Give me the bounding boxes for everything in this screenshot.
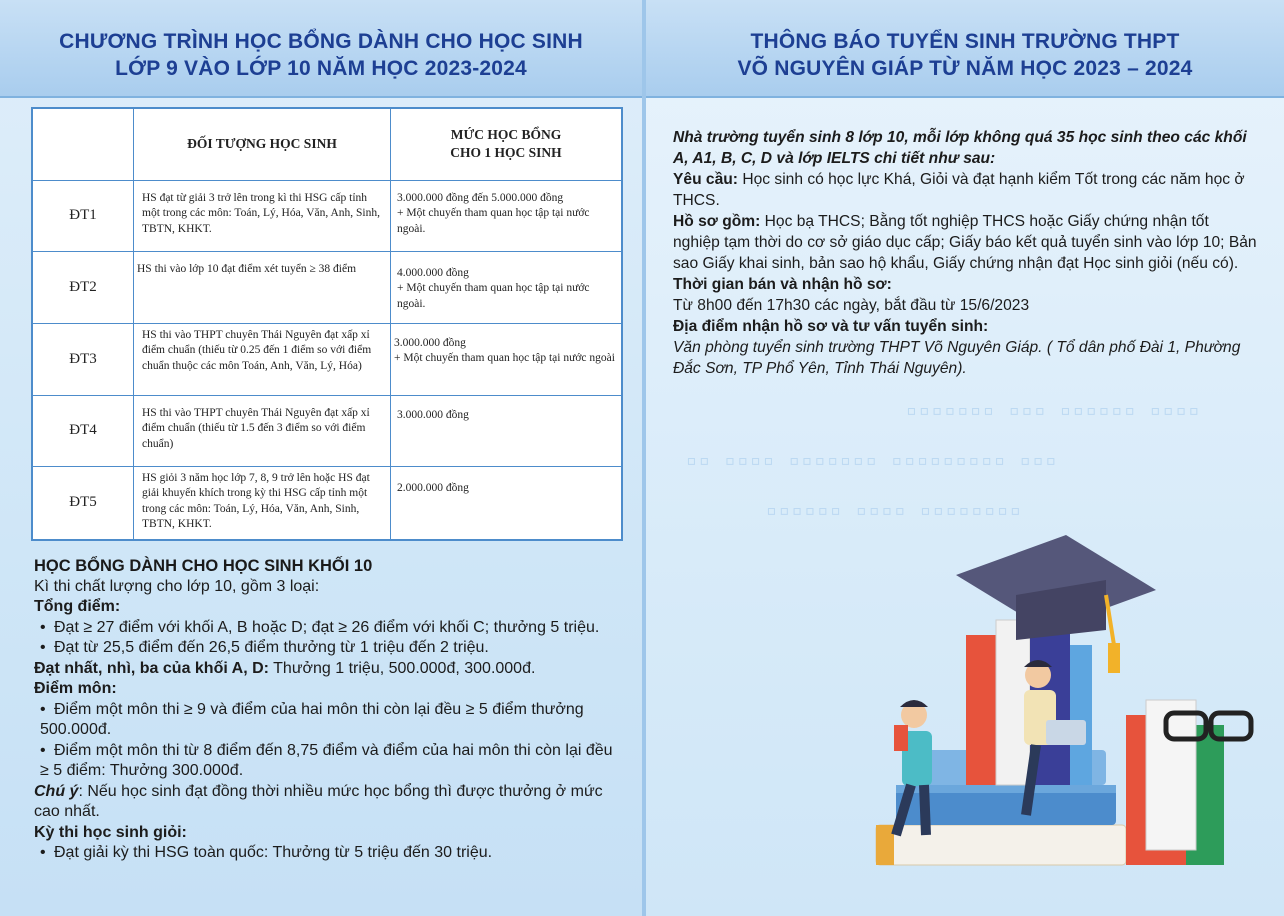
requirement-label: Yêu cầu: [673, 171, 738, 188]
row-level-amount: 2.000.000 đồng [397, 481, 469, 494]
total-score-label: Tổng điểm: [34, 598, 121, 615]
row-level-amount: 3.000.000 đồng đến 5.000.000 đồng [397, 191, 564, 204]
row-object: HS thi vào THPT chuyên Thái Nguyên đạt xấp xỉ điểm chuẩn (thiếu từ 1.5 đến 3 điểm so với điểm chuẩn) [134, 395, 391, 466]
place-text: Văn phòng tuyển sinh trường THPT Võ Nguyên Giáp. ( Tổ dân phố Đài 1, Phường Đắc Sơn, TP Phổ Yên, Tỉnh Thái Nguyên). [673, 339, 1241, 377]
row-level-extra: + Một chuyến tham quan học tập tại nước ngoài [394, 352, 615, 364]
note-text: : Nếu học sinh đạt đồng thời nhiều mức học bổng thì được thưởng ở mức cao nhất. [34, 782, 603, 820]
documents-label: Hồ sơ gồm: [673, 213, 761, 230]
dot-pattern: ▫▫▫▫▫▫ ▫▫▫▫ ▫▫▫▫▫▫▫▫ [766, 500, 1023, 521]
row-level-extra: + Một chuyến tham quan học tập tại nước ngoài. [397, 207, 590, 235]
row-code: ĐT3 [32, 323, 134, 395]
subject-bullet-1: Điểm một môn thi ≥ 9 và điểm của hai môn thi còn lại đều ≥ 5 điểm thưởng 500.000đ. [40, 700, 584, 738]
row-code: ĐT2 [32, 251, 134, 323]
right-page [646, 0, 1284, 916]
row-code: ĐT4 [32, 395, 134, 466]
row-level-amount: 3.000.000 đồng [394, 336, 466, 349]
row-object: HS thi vào THPT chuyên Thái Nguyên đạt xấp xỉ điểm chuẩn (thiếu từ 0.25 đến 1 điểm so với điểm chuẩn thuộc các môn Toán, Anh, Văn, Lý, Hóa) [134, 323, 391, 395]
header-level-line1: MỨC HỌC BỔNG [450, 127, 562, 143]
grade10-section [34, 556, 624, 864]
right-title-line1: THÔNG BÁO TUYỂN SINH TRƯỜNG THPT [750, 30, 1180, 53]
row-level [391, 251, 623, 323]
row-level-amount: 4.000.000 đồng [397, 266, 469, 279]
table-corner-cell [32, 108, 134, 180]
list-item: • Đạt giải kỳ thi HSG toàn quốc: Thưởng từ 5 triệu đến 30 triệu. [40, 844, 493, 861]
total-bullet-2: Đạt từ 25,5 điểm đến 26,5 điểm thưởng từ 1 triệu đến 2 triệu. [54, 639, 489, 656]
header-object: ĐỐI TƯỢNG HỌC SINH [134, 108, 391, 180]
time-text: Từ 8h00 đến 17h30 các ngày, bắt đầu từ 15/6/2023 [673, 297, 1030, 314]
grade10-heading: HỌC BỔNG DÀNH CHO HỌC SINH KHỐI 10 [34, 557, 373, 575]
dot-pattern: ▫▫▫▫▫▫▫ ▫▫▫ ▫▫▫▫▫▫ ▫▫▫▫ [906, 400, 1202, 421]
subject-bullet-2: Điểm một môn thi từ 8 điểm đến 8,75 điểm và điểm của hai môn thi còn lại đều ≥ 5 điểm: Thưởng 300.000đ. [40, 741, 613, 779]
row-level [391, 323, 623, 395]
right-title-line2: VÕ NGUYÊN GIÁP TỪ NĂM HỌC 2023 – 2024 [737, 57, 1193, 80]
list-item: • Đạt ≥ 27 điểm với khối A, B hoặc D; đạt ≥ 26 điểm với khối C; thưởng 5 triệu. [40, 618, 600, 636]
scholarship-table [31, 107, 623, 541]
list-item: • Điểm một môn thi từ 8 điểm đến 8,75 điểm và điểm của hai môn thi còn lại đều ≥ 5 điểm: Thưởng 300.000đ. [40, 741, 613, 779]
right-header [646, 0, 1284, 98]
row-object: HS thi vào lớp 10 đạt điểm xét tuyển ≥ 38 điểm [134, 251, 391, 323]
left-header [0, 0, 642, 98]
row-level [391, 395, 623, 466]
time-label: Thời gian bán và nhận hồ sơ: [673, 276, 892, 293]
table-row [32, 180, 622, 251]
header-level [391, 108, 623, 180]
header-level-line2: CHO 1 HỌC SINH [450, 145, 562, 161]
hsg-label: Kỳ thi học sinh giỏi: [34, 823, 187, 841]
row-level-extra: + Một chuyến tham quan học tập tại nước ngoài. [397, 282, 590, 310]
row-object: HS giỏi 3 năm học lớp 7, 8, 9 trở lên hoặc HS đạt giải khuyến khích trong kỳ thi HSG cấp tỉnh một trong các môn: Toán, Lý, Hóa, Văn, Anh, Sinh, TBTN, KHKT. [134, 466, 391, 540]
place-label: Địa điểm nhận hồ sơ và tư vấn tuyển sinh: [673, 318, 989, 335]
total-bullet-1: Đạt ≥ 27 điểm với khối A, B hoặc D; đạt ≥ 26 điểm với khối C; thưởng 5 triệu. [54, 618, 600, 636]
table-row [32, 395, 622, 466]
requirement-text: Học sinh có học lực Khá, Giỏi và đạt hạnh kiểm Tốt trong các năm học ở THCS. [673, 171, 1245, 209]
row-code: ĐT1 [32, 180, 134, 251]
table-row [32, 466, 622, 540]
dot-pattern: ▫▫ ▫▫▫▫ ▫▫▫▫▫▫▫ ▫▫▫▫▫▫▫▫▫ ▫▫▫ [686, 450, 1059, 471]
subject-label: Điểm môn: [34, 680, 117, 697]
row-level [391, 180, 623, 251]
rank-label: Đạt nhất, nhì, ba của khối A, D: [34, 659, 269, 677]
list-item: • Đạt từ 25,5 điểm đến 26,5 điểm thưởng từ 1 triệu đến 2 triệu. [40, 639, 489, 656]
note-label: Chú ý [34, 782, 79, 800]
documents-text: Học bạ THCS; Bằng tốt nghiệp THCS hoặc Giấy chứng nhận tốt nghiệp tạm thời do cơ sở giáo dục cấp; Giấy báo kết quả tuyển sinh vào lớp 10; Bản sao Giấy khai sinh, bản sao hộ khẩu, Giấy chứng nhận đạt Học sinh giỏi (nếu có). [673, 213, 1257, 272]
grade10-intro: Kì thi chất lượng cho lớp 10, gồm 3 loại: [34, 577, 320, 595]
rank-text: Thưởng 1 triệu, 500.000đ, 300.000đ. [268, 659, 536, 677]
graduation-illustration [866, 535, 1266, 875]
row-code: ĐT5 [32, 466, 134, 540]
hsg-bullet-1: Đạt giải kỳ thi HSG toàn quốc: Thưởng từ 5 triệu đến 30 triệu. [54, 844, 493, 861]
list-item: • Điểm một môn thi ≥ 9 và điểm của hai môn thi còn lại đều ≥ 5 điểm thưởng 500.000đ. [40, 700, 584, 738]
row-object: HS đạt từ giải 3 trở lên trong kì thi HSG cấp tỉnh một trong các môn: Toán, Lý, Hóa, Văn, Anh, Sinh, TBTN, KHKT. [134, 180, 391, 251]
admission-intro: Nhà trường tuyển sinh 8 lớp 10, mỗi lớp không quá 35 học sinh theo các khối A, A1, B, C, D và lớp IELTS chi tiết như sau: [673, 129, 1247, 167]
row-level-amount: 3.000.000 đồng [397, 408, 469, 421]
left-title-line2: LỚP 9 VÀO LỚP 10 NĂM HỌC 2023-2024 [115, 57, 527, 80]
admission-text [673, 127, 1258, 379]
table-row [32, 323, 622, 395]
table-row [32, 251, 622, 323]
row-level [391, 466, 623, 540]
left-title-line1: CHƯƠNG TRÌNH HỌC BỔNG DÀNH CHO HỌC SINH [59, 30, 583, 53]
